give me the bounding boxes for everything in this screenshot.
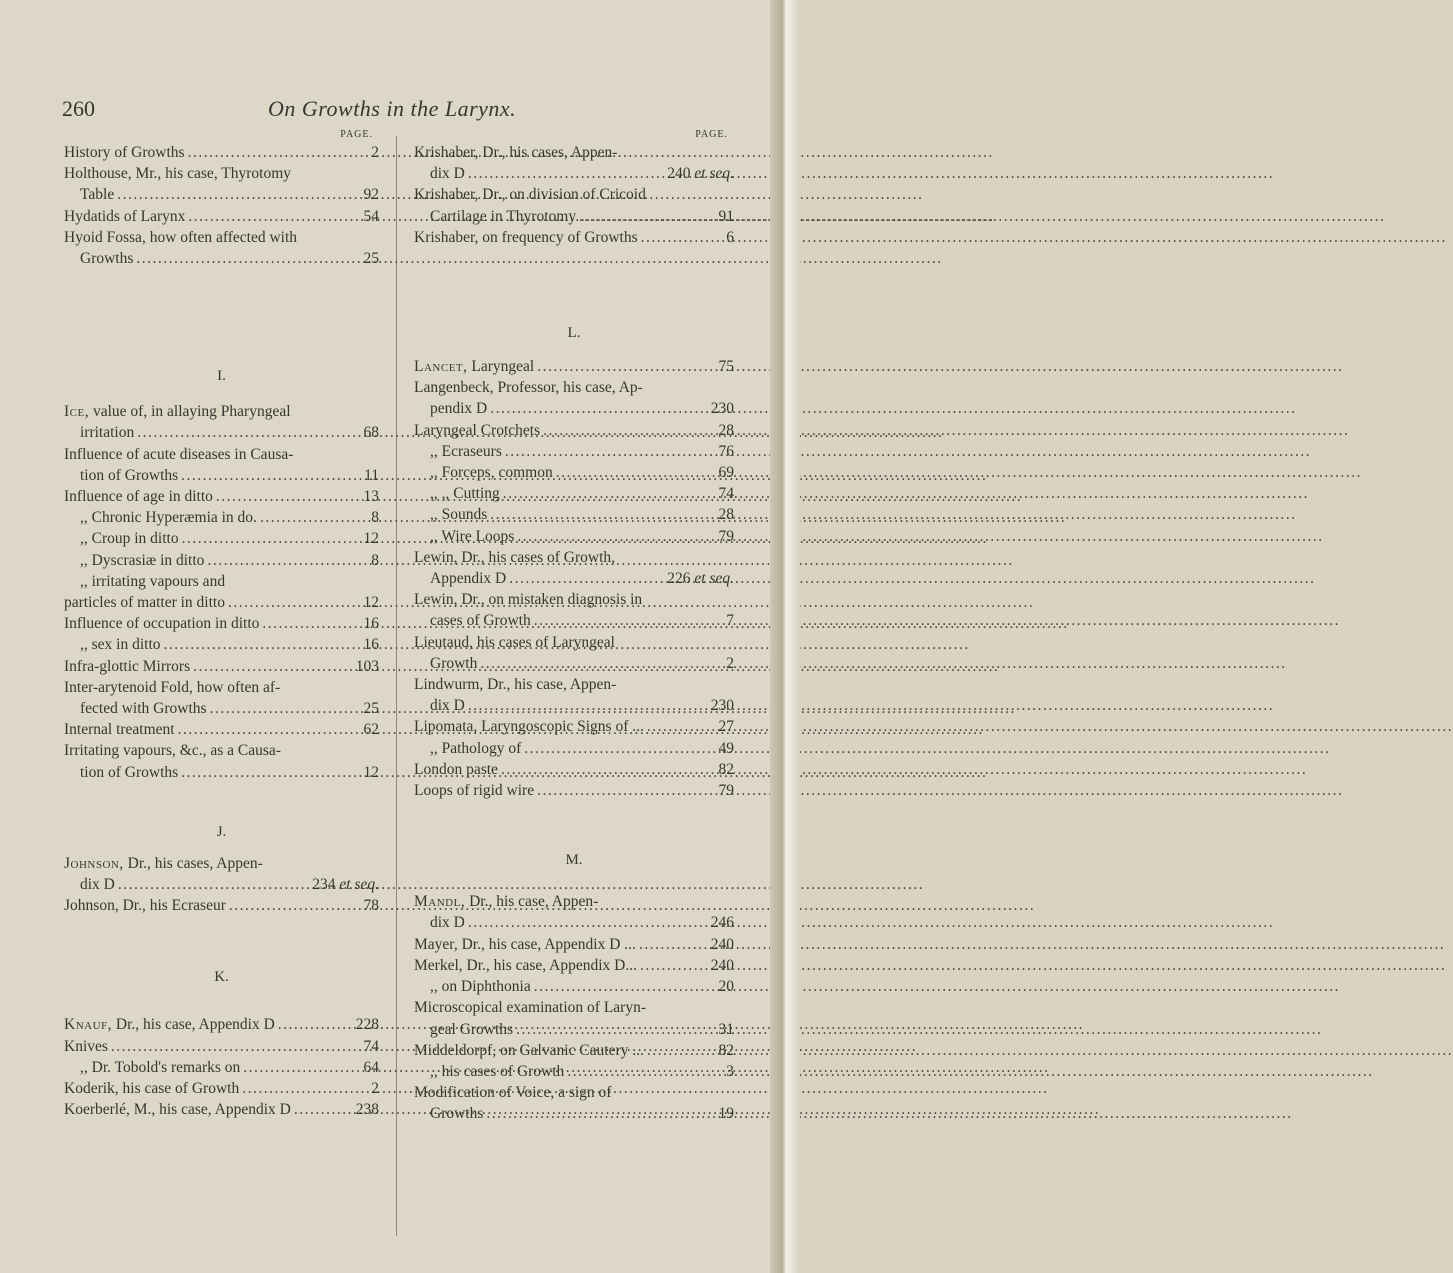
index-line: tion of Growths ..... 12 (64, 762, 379, 783)
index-line: Growths ..... 25 (64, 248, 379, 269)
index-line: fected with Growths ..... 25 (64, 698, 379, 719)
index-line: ,, Sounds ..... 28 (414, 504, 734, 525)
index-line: Table ..... 92 (64, 184, 379, 205)
index-line: Lancet, Laryngeal ..... 75 (414, 356, 734, 377)
index-line: tion of Growths ..... 11 (64, 465, 379, 486)
index-line: Infra-glottic Mirrors ..... 103 (64, 656, 379, 677)
index-line: Koderik, his case of Growth ..... 2 (64, 1078, 379, 1099)
index-line: dix D ..... 230 (414, 695, 734, 716)
index-line: ,, Chronic Hyperæmia in do. ..... 8 (64, 507, 379, 528)
index-line: ,, Ecraseurs ..... 76 (414, 441, 734, 462)
index-line: Influence of acute diseases in Causa- (64, 445, 294, 463)
index-line: ,, his cases of Growth ..... 3 (414, 1061, 734, 1082)
right-column (414, 128, 734, 1125)
page-column-label: PAGE. (340, 129, 373, 140)
page-column-label: PAGE. (695, 129, 728, 140)
index-line: Krishaber, Dr., his cases, Appen- (414, 144, 618, 161)
index-line: Johnson, Dr., his cases, Appen- (64, 854, 263, 872)
index-line: Krishaber, on frequency of Growths ..... 6 (414, 227, 734, 248)
index-line: Ice, value of, in allaying Pharyngeal (64, 403, 291, 421)
index-block-i (64, 401, 379, 783)
index-block-k-cont (414, 142, 734, 248)
index-line: Growth ..... 2 (414, 653, 734, 674)
index-line: Mayer, Dr., his case, Appendix D ... ..... 240 (414, 934, 734, 955)
index-line: Cartilage in Thyrotomy ..... 91 (414, 206, 734, 227)
index-line: ,, ,, Cutting ..... 74 (414, 483, 734, 504)
index-line: Growths ..... 19 (414, 1103, 734, 1124)
index-line: ,, sex in ditto ..... 16 (64, 634, 379, 655)
index-line: Lieutaud, his cases of Laryngeal (414, 633, 615, 651)
index-line: Appendix D ..... 226 et seq. (414, 568, 734, 589)
index-line: Influence of occupation in ditto ..... 16 (64, 613, 379, 634)
index-line: Langenbeck, Professor, his case, Ap- (414, 379, 643, 397)
index-line: Middeldorpf, on Galvanic Cautery ... ..... 82 (414, 1040, 734, 1061)
index-line: dix D ..... 234 et seq. (64, 874, 379, 895)
section-letter-j: J. (216, 823, 227, 840)
index-line: Lindwurm, Dr., his case, Appen- (414, 676, 617, 694)
index-line: Lewin, Dr., on mistaken diagnosis in (414, 591, 643, 609)
index-line: ,, Pathology of ..... 49 (414, 738, 734, 759)
index-line: Hyoid Fossa, how often affected with (64, 228, 298, 246)
index-line: ,, irritating vapours and (80, 572, 226, 590)
index-line: Influence of age in ditto ..... 13 (64, 486, 379, 507)
index-line: Irritating vapours, &c., as a Causa- (64, 742, 281, 760)
index-line: Knives ..... 74 (64, 1036, 379, 1057)
index-line: ,, Croup in ditto ..... 12 (64, 528, 379, 549)
index-line: Microscopical examination of Laryn- (414, 999, 646, 1017)
index-line: Hydatids of Larynx ..... 54 (64, 206, 379, 227)
index-line: London paste ..... 82 (414, 759, 734, 780)
index-line: dix D ..... 246 (414, 912, 734, 933)
index-line: Knauf, Dr., his case, Appendix D ..... 228 (64, 1014, 379, 1035)
index-block-h (64, 142, 379, 269)
index-line: History of Growths ..... 2 (64, 142, 379, 163)
index-block-m (414, 891, 734, 1124)
index-line: Holthouse, Mr., his case, Thyrotomy (64, 165, 292, 183)
index-line: Laryngeal Crotchets ..... 28 (414, 420, 734, 441)
index-line: geal Growths ..... 31 (414, 1019, 734, 1040)
index-block-j (64, 853, 379, 917)
index-line: Mandl, Dr., his case, Appen- (414, 893, 599, 911)
index-line: ,, Dyscrasiæ in ditto ..... 8 (64, 550, 379, 571)
index-line: ,, on Diphthonia ..... 20 (414, 976, 734, 997)
index-block-l (414, 356, 734, 801)
index-line: irritation ..... 68 (64, 422, 379, 443)
left-column (64, 128, 379, 1121)
page-edge (770, 0, 800, 1273)
index-line: Lewin, Dr., his cases of Growth, (414, 548, 616, 566)
section-letter-l: L. (567, 325, 581, 342)
index-line: ,, Wire Loops ..... 79 (414, 526, 734, 547)
index-line: cases of Growth ..... 7 (414, 610, 734, 631)
running-title: On Growths in the Larynx. (268, 96, 517, 121)
index-line: Merkel, Dr., his case, Appendix D... ..... 240 (414, 955, 734, 976)
index-line: Johnson, Dr., his Ecraseur ..... 78 (64, 895, 379, 916)
index-line: ,, Dr. Tobold's remarks on ..... 64 (64, 1057, 379, 1078)
index-line: pendix D ..... 230 (414, 398, 734, 419)
index-line: Modification of Voice, a sign of (414, 1084, 612, 1102)
index-line: ,, Forceps, common ..... 69 (414, 462, 734, 483)
index-line: Internal treatment ..... 62 (64, 719, 379, 740)
index-line: particles of matter in ditto ..... 12 (64, 592, 379, 613)
index-line: Inter-arytenoid Fold, how often af- (64, 678, 281, 696)
index-line: Koerberlé, M., his case, Appendix D ..... 238 (64, 1099, 379, 1120)
section-letter-k: K. (214, 969, 229, 986)
index-line: Lipomata, Laryngoscopic Signs of ... ..... 27 (414, 716, 734, 737)
index-line: Krishaber, Dr., on division of Cricoid (414, 186, 646, 204)
index-block-k (64, 1014, 379, 1120)
section-letter-i: I. (217, 368, 226, 385)
index-line: dix D ..... 240 et seq. (414, 163, 734, 184)
page-header (62, 96, 752, 126)
section-letter-m: M. (565, 852, 583, 869)
index-line: Loops of rigid wire ..... 79 (414, 780, 734, 801)
page-number: 260 (62, 96, 95, 121)
